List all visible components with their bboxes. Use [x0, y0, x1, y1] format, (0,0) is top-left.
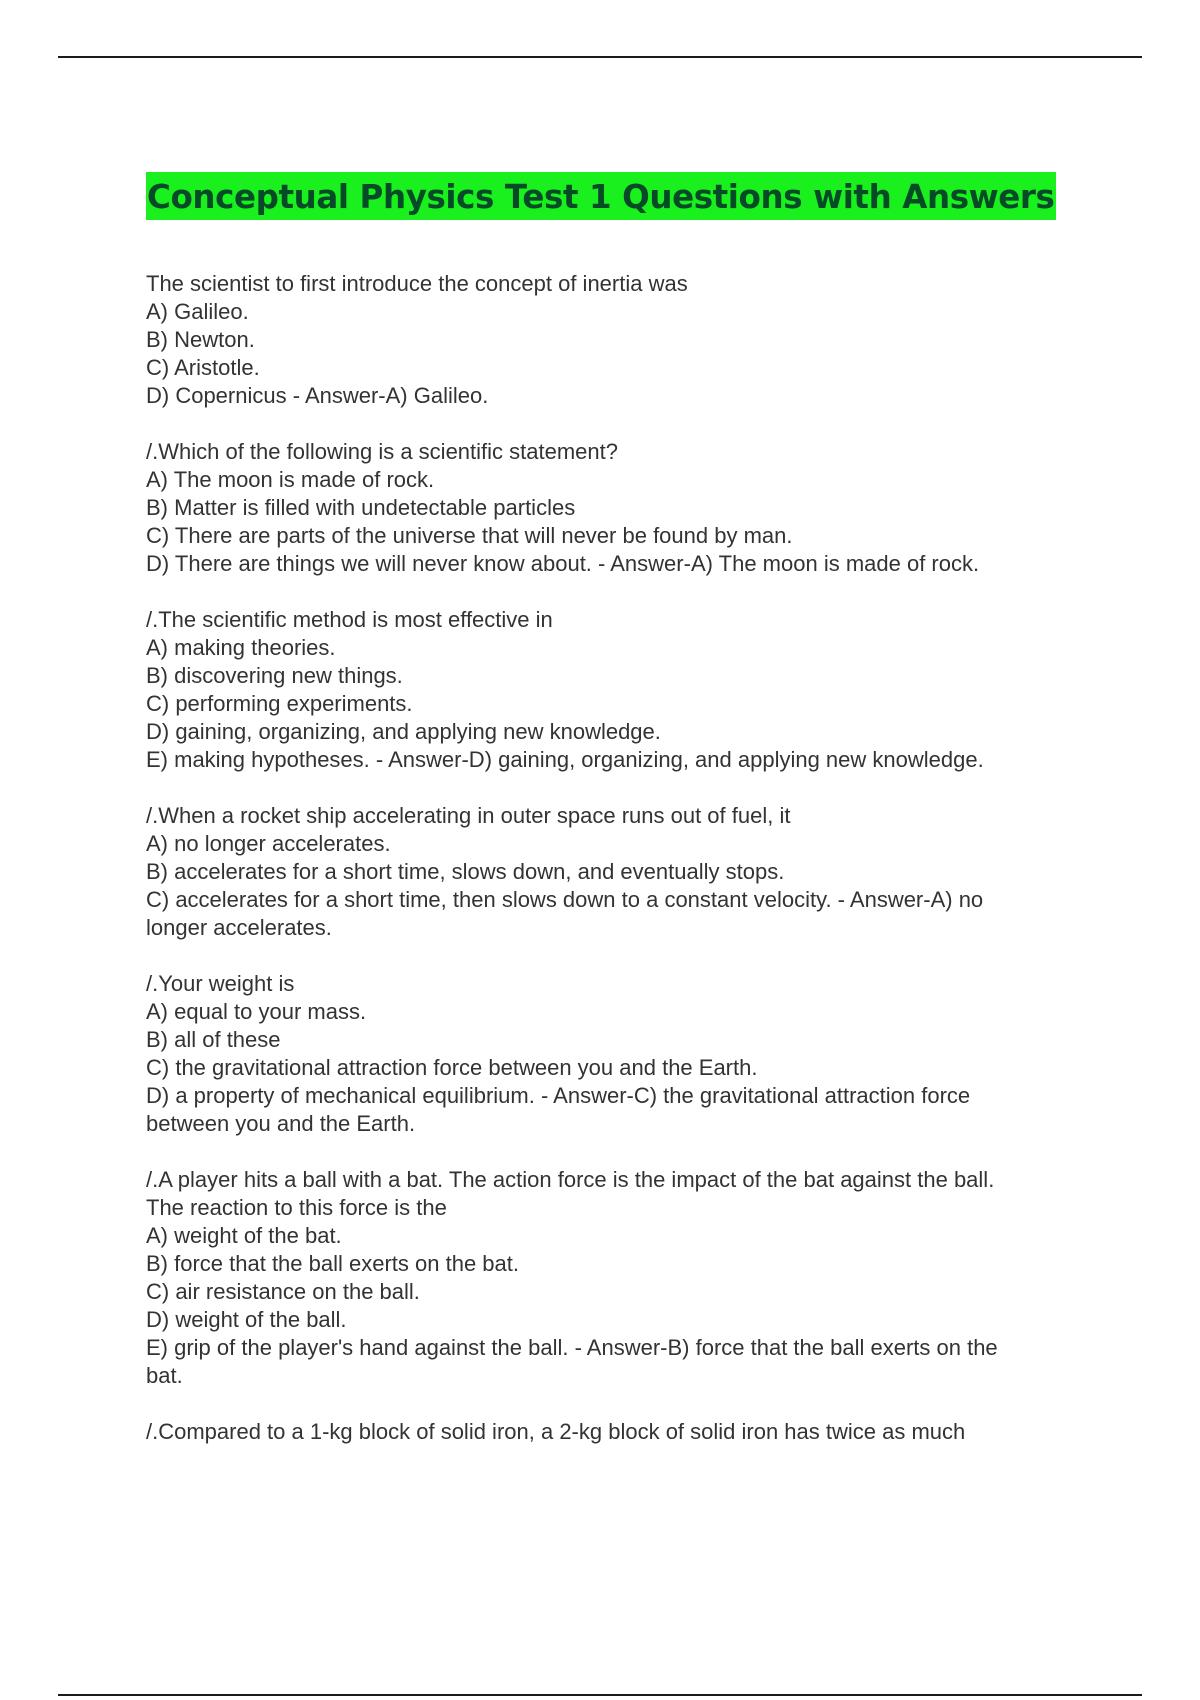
- bottom-rule: [58, 1694, 1142, 1696]
- option-b: B) Newton.: [146, 327, 255, 352]
- question-1: [146, 270, 1096, 410]
- question-text: The scientist to first introduce the concept of inertia was: [146, 271, 688, 296]
- question-text: /.Your weight is: [146, 971, 295, 996]
- option-b: B) force that the ball exerts on the bat.: [146, 1251, 519, 1276]
- option-c-with-answer: C) accelerates for a short time, then slows down to a constant velocity. - Answer-A) no: [146, 887, 984, 912]
- question-list: [146, 270, 1096, 1474]
- question-5: [146, 970, 1096, 1138]
- option-c: C) Aristotle.: [146, 355, 260, 380]
- question-text: /.The scientific method is most effective in: [146, 607, 553, 632]
- option-a: A) making theories.: [146, 635, 336, 660]
- answer-continuation: longer accelerates.: [146, 915, 332, 940]
- option-a: A) no longer accelerates.: [146, 831, 391, 856]
- option-d: D) weight of the ball.: [146, 1307, 347, 1332]
- answer-continuation: between you and the Earth.: [146, 1111, 416, 1136]
- question-text: /.Which of the following is a scientific statement?: [146, 439, 618, 464]
- option-d-with-answer: D) Copernicus - Answer-A) Galileo.: [146, 383, 489, 408]
- option-e-with-answer: E) making hypotheses. - Answer-D) gaining, organizing, and applying new knowledge.: [146, 747, 984, 772]
- option-d-with-answer: D) a property of mechanical equilibrium. - Answer-C) the gravitational attraction force: [146, 1083, 971, 1108]
- option-c: C) air resistance on the ball.: [146, 1279, 420, 1304]
- question-6: [146, 1166, 1096, 1390]
- question-3: [146, 606, 1096, 774]
- option-a: A) equal to your mass.: [146, 999, 367, 1024]
- option-e-with-answer: E) grip of the player's hand against the ball. - Answer-B) force that the ball exerts on the: [146, 1335, 998, 1360]
- question-text: /.A player hits a ball with a bat. The action force is the impact of the bat against the ball.: [146, 1167, 995, 1192]
- option-a: A) Galileo.: [146, 299, 249, 324]
- document-title: Conceptual Physics Test 1 Questions with Answers: [146, 172, 1056, 220]
- question-text: /.Compared to a 1-kg block of solid iron, a 2-kg block of solid iron has twice as much: [146, 1419, 966, 1444]
- option-b: B) accelerates for a short time, slows down, and eventually stops.: [146, 859, 785, 884]
- option-a: A) The moon is made of rock.: [146, 467, 435, 492]
- option-c: C) There are parts of the universe that will never be found by man.: [146, 523, 793, 548]
- top-rule: [58, 56, 1142, 58]
- option-d: D) gaining, organizing, and applying new knowledge.: [146, 719, 661, 744]
- option-b: B) all of these: [146, 1027, 281, 1052]
- question-2: [146, 438, 1096, 578]
- question-text-continuation: The reaction to this force is the: [146, 1195, 447, 1220]
- option-c: C) performing experiments.: [146, 691, 413, 716]
- option-d-with-answer: D) There are things we will never know about. - Answer-A) The moon is made of rock.: [146, 551, 980, 576]
- question-4: [146, 802, 1096, 942]
- question-text: /.When a rocket ship accelerating in outer space runs out of fuel, it: [146, 803, 791, 828]
- answer-continuation: bat.: [146, 1363, 183, 1388]
- option-a: A) weight of the bat.: [146, 1223, 342, 1248]
- question-7: [146, 1418, 1096, 1446]
- option-b: B) Matter is filled with undetectable particles: [146, 495, 576, 520]
- option-b: B) discovering new things.: [146, 663, 403, 688]
- option-c: C) the gravitational attraction force between you and the Earth.: [146, 1055, 758, 1080]
